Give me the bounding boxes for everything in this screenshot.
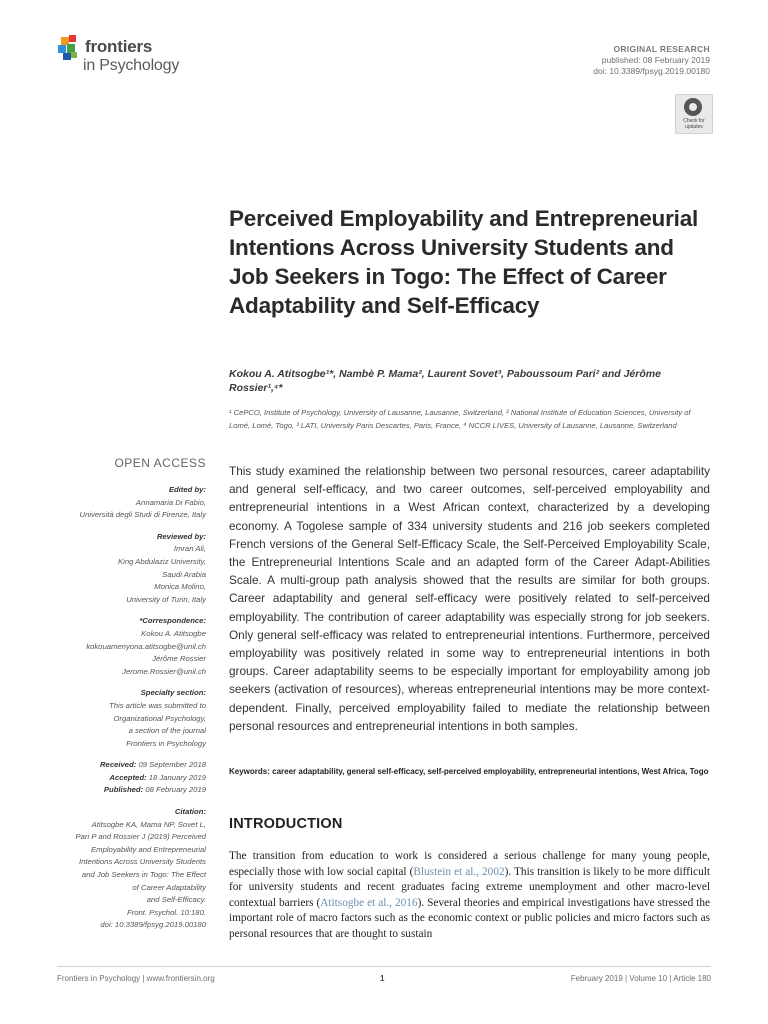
email-link[interactable]: Jerome.Rossier@unil.ch	[122, 666, 206, 676]
footer-journal-link[interactable]: Frontiers in Psychology | www.frontiersin.org	[57, 974, 215, 983]
sidebar-line: and Self-Efficacy.	[146, 895, 206, 905]
logo-brand-text: frontiers	[85, 37, 153, 56]
introduction-text: The transition from education to work is considered a serious challenge for many young people, especially those with low social capital (Blustein et al., 2002). This transition is likely to be more difficult for university students and recent graduates facing extreme unemployment and other macro-level contextual barriers (Atitsogbe et al., 2016). Several theories and empirical investigations have stressed the important role of macro factors such as the economic context or public policies and micro factors such as personal resources that are thought to sustain	[229, 850, 711, 940]
check-for-updates-badge[interactable]	[675, 94, 713, 134]
sidebar-line: Organizational Psychology,	[113, 713, 206, 723]
frontiers-logo-icon	[58, 35, 80, 61]
sidebar-line: Monica Molino,	[154, 582, 206, 592]
sidebar-line: Saudi Arabia	[162, 569, 206, 579]
sidebar-line: Intentions Across University Students	[78, 857, 206, 867]
accepted-date: Accepted: 18 January 2019	[109, 772, 206, 782]
check-updates-label: Check for updates	[683, 118, 705, 130]
correspondence-heading: *Correspondence:	[139, 616, 206, 626]
edited-by-heading: Edited by:	[168, 485, 206, 494]
email-link[interactable]: kokouamenyona.atitsogbe@unil.ch	[86, 641, 206, 651]
footer-issue-info: February 2019 | Volume 10 | Article 180	[570, 974, 711, 983]
reviewed-by-heading: Reviewed by:	[156, 531, 206, 541]
specialty-heading: Specialty section:	[140, 688, 206, 698]
sidebar-line: Pari P and Rossier J (2019) Perceived	[75, 832, 206, 842]
sidebar-line: Frontiers in Psychology	[126, 738, 206, 748]
sidebar-line: Annamaria Di Fabio,	[135, 497, 206, 507]
citation-link[interactable]: Blustein et al., 2002	[413, 865, 505, 878]
received-date: Received: 09 September 2018	[100, 760, 206, 770]
logo-journal-text: in Psychology	[83, 57, 180, 74]
citation-doi-link[interactable]: doi: 10.3389/fpsyg.2019.00180	[100, 920, 206, 930]
article-meta	[593, 44, 710, 77]
affiliations: ¹ CePCO, Institute of Psychology, University of Lausanne, Lausanne, Switzerland, ² National Institute of Education Sciences, University of Lomé, Lomé, Togo, ³ LATI, University Paris Descartes, Paris, France, ⁴ NCCR LIVES, University of Lausanne, Lausanne, Switzerland	[229, 408, 691, 430]
sidebar-line: King Abdulaziz University,	[117, 556, 206, 566]
specialty-section	[40, 687, 206, 750]
reviewed-by-section	[40, 531, 206, 607]
section-heading-introduction: INTRODUCTION	[229, 816, 343, 832]
footer-divider	[57, 966, 711, 967]
article-sidebar	[40, 484, 206, 941]
author-list: Kokou A. Atitsogbe¹*, Nambè P. Mama², Laurent Sovet³, Paboussoum Pari² and Jérôme Rossier¹,⁴*	[229, 368, 661, 394]
published-date: published: 08 February 2019	[601, 55, 710, 65]
sidebar-line: Università degli Studi di Firenze, Italy	[79, 510, 206, 520]
open-access-label: OPEN ACCESS	[114, 456, 206, 470]
dates-section	[40, 759, 206, 797]
sidebar-line: a section of the journal	[128, 726, 206, 736]
citation-link[interactable]: Atitsogbe et al., 2016	[320, 896, 418, 909]
sidebar-line: This article was submitted to	[109, 700, 206, 710]
sidebar-line: Jérôme Rossier	[152, 654, 206, 664]
abstract: This study examined the relationship between two personal resources, career adaptability and general self-efficacy, and two career outcomes, self-perceived employability and entrepreneurial intentions in a West African context, characterized by a developing economy. A Togolese sample of 334 university students and 216 job seekers completed French versions of the General Self-Efficacy Scale, the Self-Perceived Employability Scale, the Entrepreneurial Intentions Scale and an adapted form of the Career Adapt-Abilities Scale. A multi-group path analysis showed that the results are similar for both groups. Career adaptability and general self-efficacy were positively related to self-perceived employability. The contribution of career adaptability was especially strong for job seekers. Only general self-efficacy was related to entrepreneurial intentions. Furthermore, perceived employability was positively related in some way to entrepreneurial intentions in both groups. Career adaptability seems to be especially important for employability among job seekers (activation of resources), whereas entrepreneurial intentions may be more context-dependent. Finally, perceived employability failed to mediate the relationship between personal resources and entrepreneurial intentions in both samples.	[229, 464, 710, 733]
check-updates-icon	[684, 98, 702, 116]
edited-by-section	[40, 484, 206, 522]
sidebar-line: Imran Ali,	[173, 544, 206, 554]
sidebar-line: University of Turin, Italy	[126, 594, 206, 604]
article-doi[interactable]: doi: 10.3389/fpsyg.2019.00180	[593, 66, 710, 76]
page-number: 1	[380, 974, 385, 983]
correspondence-section	[40, 615, 206, 678]
citation-heading: Citation:	[174, 807, 206, 817]
article-title: Perceived Employability and Entrepreneurial Intentions Across University Students and Job Seekers in Togo: The Effect of Career Adaptability and Self-Efficacy	[229, 206, 699, 318]
sidebar-line: Atitsogbe KA, Mama NP, Sovet L,	[91, 819, 206, 829]
sidebar-line: Employability and Entrepreneurial	[91, 844, 206, 854]
sidebar-line: and Job Seekers in Togo: The Effect	[81, 870, 206, 880]
citation-section	[40, 806, 206, 932]
journal-logo	[58, 35, 198, 81]
published-date-sidebar: Published: 08 February 2019	[103, 785, 206, 795]
sidebar-line: of Career Adaptability	[132, 882, 206, 892]
sidebar-line: Front. Psychol. 10:180.	[126, 907, 206, 917]
sidebar-line: Kokou A. Atitsogbe	[141, 628, 206, 638]
article-type: ORIGINAL RESEARCH	[613, 44, 710, 54]
keywords: Keywords: career adaptability, general self-efficacy, self-perceived employability, entrepreneurial intentions, West Africa, Togo	[229, 767, 709, 776]
